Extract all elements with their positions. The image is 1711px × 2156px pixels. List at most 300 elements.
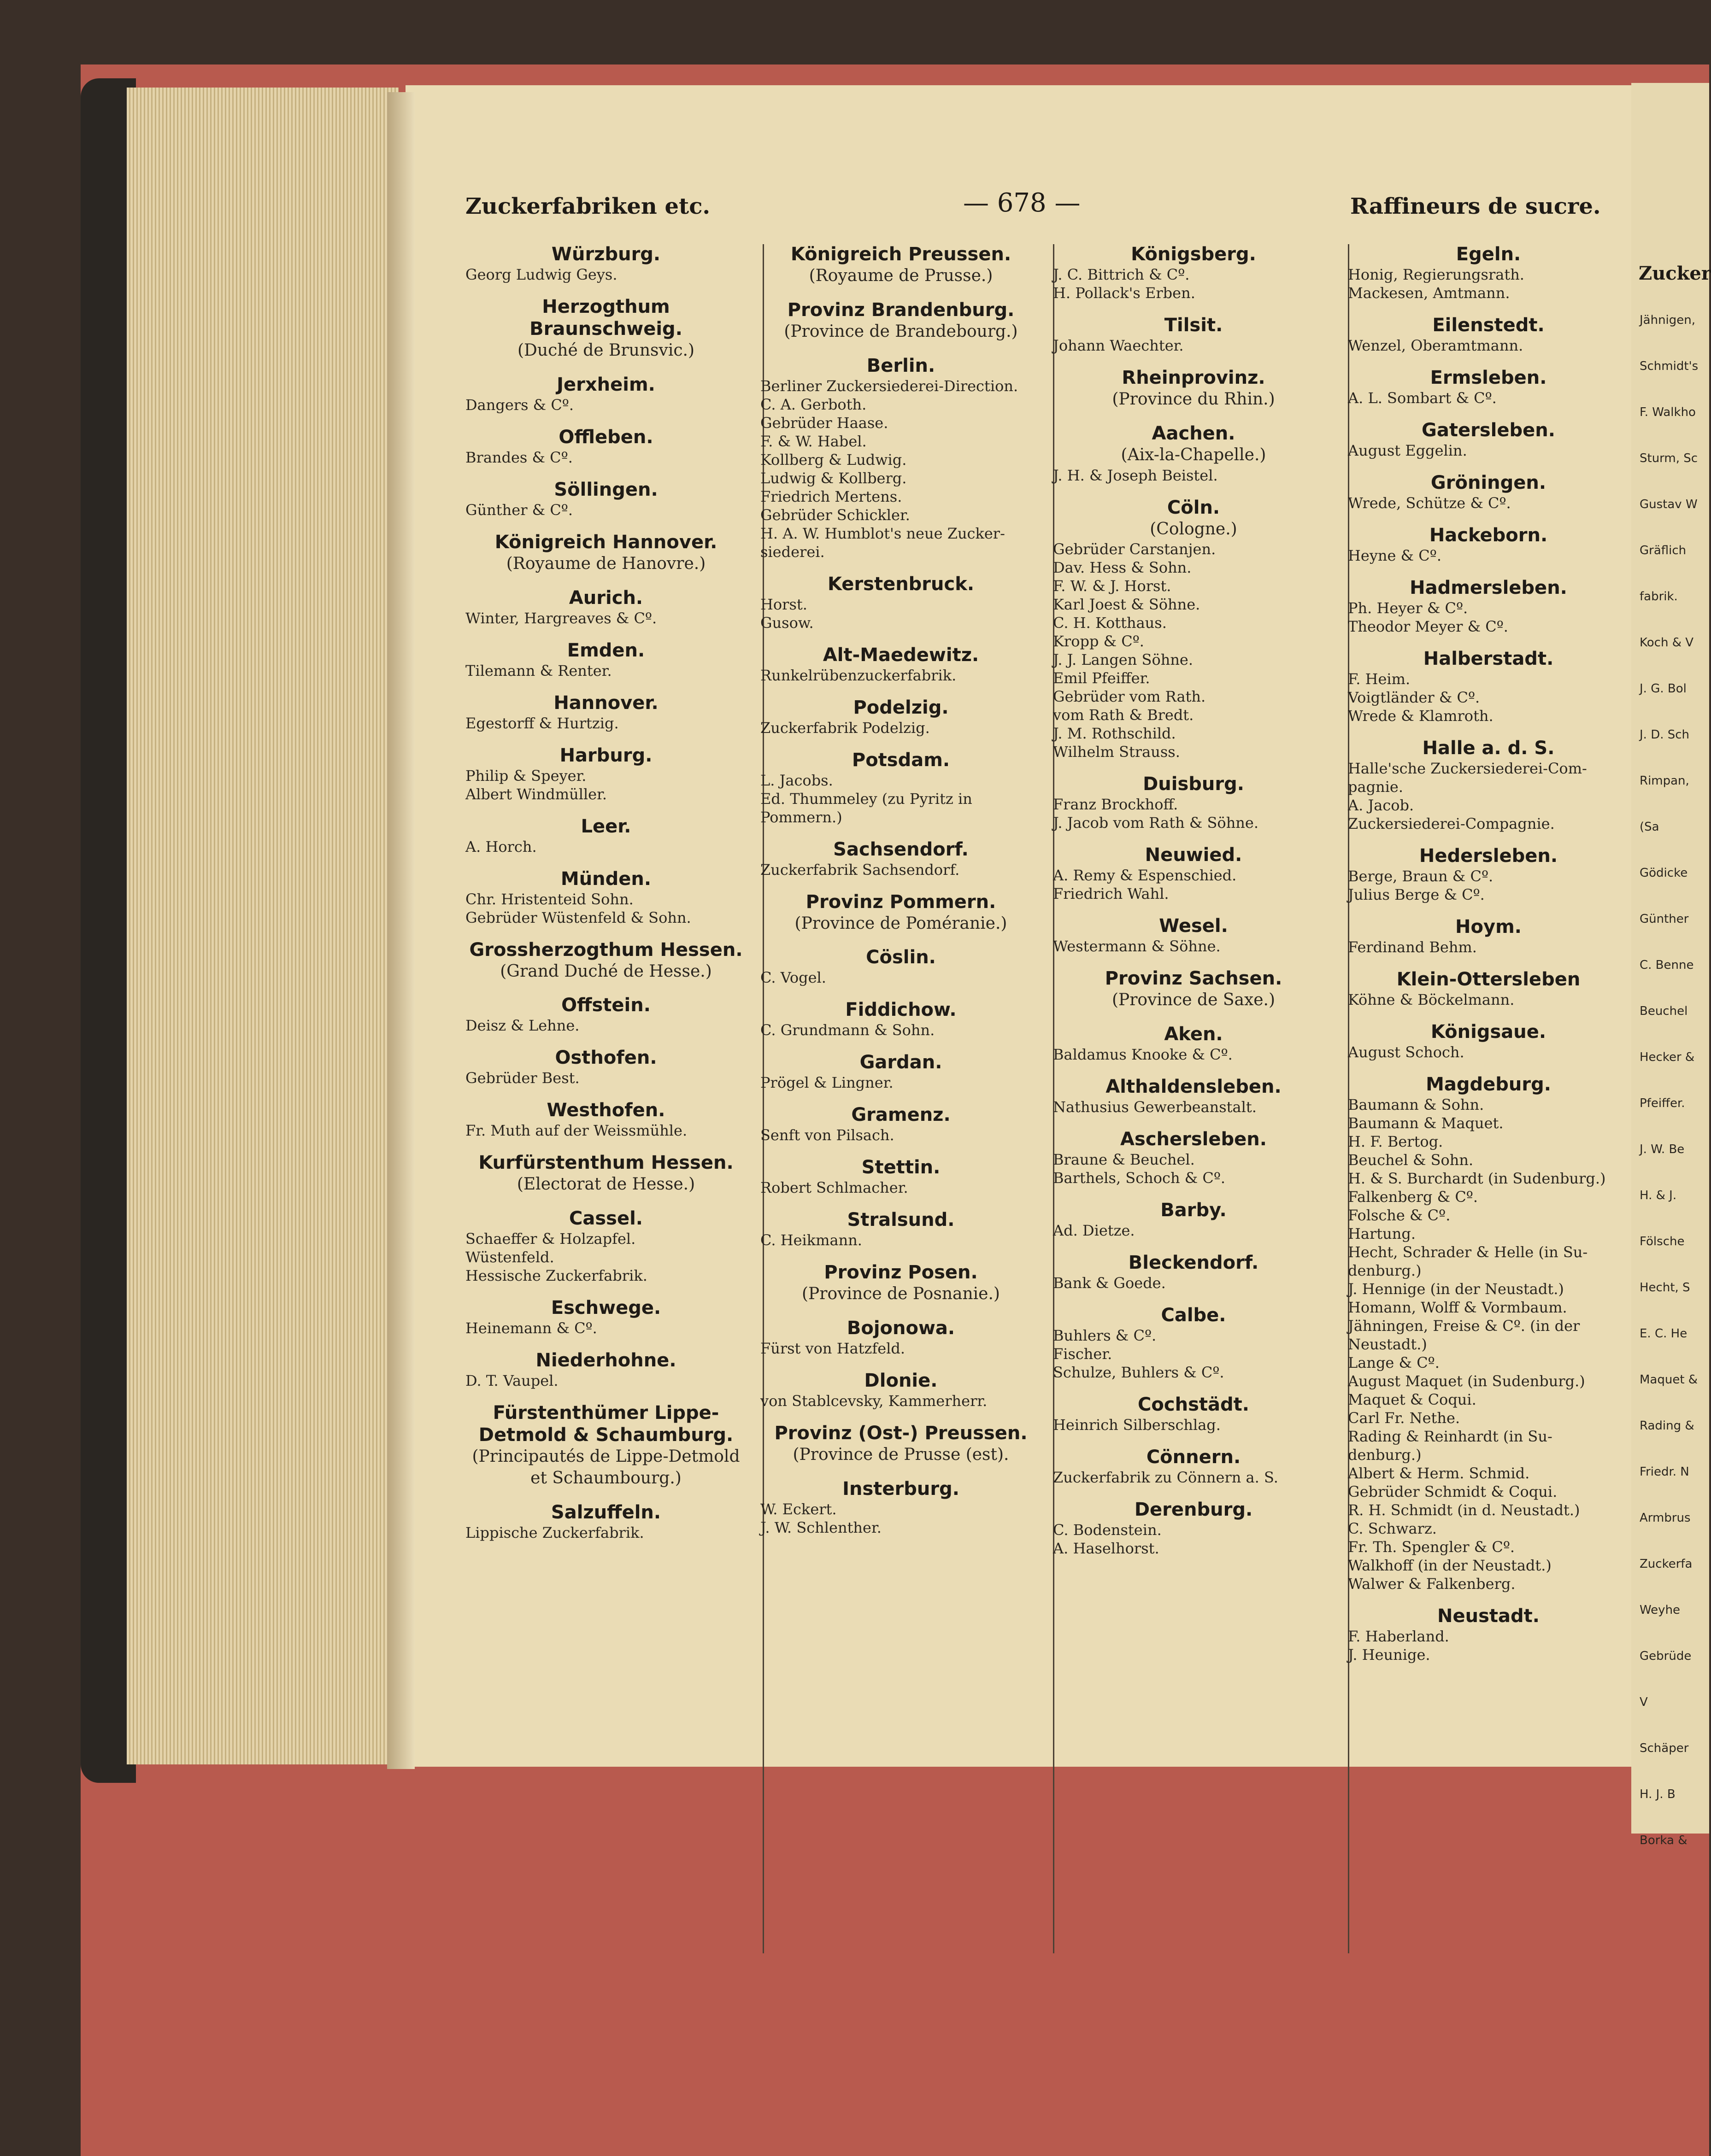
directory-entry-block bbox=[1348, 916, 1629, 956]
company-entry: C. Schwarz. bbox=[1348, 1520, 1437, 1537]
company-entry: Voigtländer & Cº. bbox=[1348, 689, 1480, 706]
right-page-line: J. W. Be bbox=[1640, 1142, 1685, 1156]
company-entry: Gebrüder Carstanjen. bbox=[1053, 540, 1216, 558]
directory-entry-block bbox=[760, 1156, 1041, 1197]
location-heading: Barby. bbox=[1160, 1200, 1227, 1221]
company-entry: Theodor Meyer & Cº. bbox=[1348, 618, 1508, 635]
directory-entry-block bbox=[1348, 1021, 1629, 1061]
location-heading: Stralsund. bbox=[847, 1209, 955, 1231]
location-heading: Offleben. bbox=[559, 426, 653, 448]
location-heading: Bleckendorf. bbox=[1128, 1252, 1259, 1274]
company-entry: August Schoch. bbox=[1348, 1043, 1464, 1061]
right-page-line: Günther bbox=[1640, 912, 1689, 926]
company-entry: Egestorff & Hurtzig. bbox=[465, 714, 619, 732]
company-entry: Horst. bbox=[760, 595, 807, 613]
right-page-header: Zucker bbox=[1639, 263, 1711, 284]
company-entry: Braune & Beuchel. bbox=[1053, 1151, 1195, 1169]
directory-entry-block bbox=[1053, 844, 1334, 903]
company-entry: Fr. Muth auf der Weissmühle. bbox=[465, 1122, 688, 1140]
directory-entry-block bbox=[1348, 1605, 1629, 1664]
company-entry: Heyne & Cº. bbox=[1348, 547, 1441, 564]
location-heading: Osthofen. bbox=[555, 1047, 657, 1069]
company-entry: Carl Fr. Nethe. bbox=[1348, 1409, 1460, 1427]
company-entry: Ad. Dietze. bbox=[1053, 1222, 1135, 1240]
company-entry: Heinrich Silberschlag. bbox=[1053, 1416, 1221, 1434]
right-page-line: Weyhe bbox=[1640, 1603, 1681, 1617]
directory-entry-block bbox=[1053, 1446, 1334, 1487]
location-heading: Herzogthum Braunschweig. bbox=[529, 296, 682, 340]
company-entry: Lippische Zuckerfabrik. bbox=[465, 1523, 644, 1541]
company-entry: Gebrüder Schickler. bbox=[760, 506, 910, 524]
location-subheading: (Province de Poméranie.) bbox=[794, 914, 1007, 933]
location-heading: Gardan. bbox=[859, 1052, 942, 1073]
location-heading: Provinz (Ost-) Preussen. bbox=[774, 1423, 1028, 1444]
directory-entry-block bbox=[1053, 314, 1334, 355]
directory-entry-block bbox=[465, 1207, 747, 1285]
directory-entry-block bbox=[465, 374, 747, 414]
company-entry: Karl Joest & Söhne. bbox=[1053, 596, 1200, 614]
location-heading: Hedersleben. bbox=[1419, 845, 1558, 867]
page-gutter bbox=[387, 92, 415, 1769]
directory-entry-block bbox=[760, 1209, 1041, 1249]
company-entry: Kollberg & Ludwig. bbox=[760, 451, 907, 469]
directory-entry-block bbox=[1053, 1128, 1334, 1187]
right-page-line: Zuckerfa bbox=[1640, 1557, 1693, 1571]
company-entry: Berliner Zuckersiederei-Direction. bbox=[760, 377, 1018, 395]
column-4 bbox=[1348, 243, 1629, 1676]
directory-entry-block bbox=[465, 1402, 747, 1489]
location-heading: Halberstadt. bbox=[1423, 648, 1554, 669]
company-entry: Baldamus Knooke & Cº. bbox=[1053, 1046, 1233, 1064]
company-entry: Beuchel & Sohn. bbox=[1348, 1151, 1474, 1169]
company-entry: A. Remy & Espenschied. bbox=[1053, 867, 1237, 885]
location-heading: Eschwege. bbox=[551, 1297, 661, 1319]
company-entry: Baumann & Sohn. bbox=[1348, 1096, 1484, 1113]
company-entry: Senft von Pilsach. bbox=[760, 1126, 894, 1144]
directory-entry-block bbox=[465, 815, 747, 856]
company-entry: Fr. Th. Spengler & Cº. bbox=[1348, 1538, 1515, 1556]
location-heading: Podelzig. bbox=[853, 697, 949, 718]
location-subheading: (Province de Saxe.) bbox=[1111, 990, 1276, 1010]
directory-entry-block bbox=[465, 1152, 747, 1195]
right-page-line: H. & J. bbox=[1640, 1189, 1677, 1202]
company-entry: Ferdinand Behm. bbox=[1348, 938, 1477, 956]
location-heading: Königsberg. bbox=[1131, 244, 1256, 265]
company-entry: Hecht, Schrader & Helle (in Su- bbox=[1348, 1243, 1588, 1261]
location-heading: Wesel. bbox=[1159, 915, 1228, 937]
company-entry: August Maquet (in Sudenburg.) bbox=[1348, 1372, 1585, 1390]
location-subheading: (Province de Prusse (est). bbox=[793, 1445, 1009, 1465]
company-entry: C. Heikmann. bbox=[760, 1231, 862, 1249]
location-subheading: (Aix-la-Chapelle.) bbox=[1121, 445, 1266, 464]
directory-entry-block bbox=[1053, 422, 1334, 485]
company-entry: Buhlers & Cº. bbox=[1053, 1327, 1157, 1345]
company-entry: H. & S. Burchardt (in Sudenburg.) bbox=[1348, 1170, 1606, 1187]
company-entry: vom Rath & Bredt. bbox=[1053, 706, 1194, 724]
location-heading: Jerxheim. bbox=[557, 374, 655, 395]
directory-entry-block bbox=[1348, 737, 1629, 833]
location-heading: Provinz Sachsen. bbox=[1105, 968, 1282, 990]
location-heading: Eilenstedt. bbox=[1432, 315, 1545, 336]
company-entry: L. Jacobs. bbox=[760, 771, 833, 789]
directory-entry-block bbox=[1053, 773, 1334, 832]
company-entry: Köhne & Böckelmann. bbox=[1348, 991, 1515, 1008]
right-page-line: Jähnigen, bbox=[1640, 313, 1696, 327]
location-heading: Calbe. bbox=[1161, 1305, 1226, 1326]
location-heading: Ermsleben. bbox=[1430, 367, 1547, 388]
location-heading: Bojonowa. bbox=[847, 1318, 955, 1339]
company-entry: F. W. & J. Horst. bbox=[1053, 577, 1171, 595]
company-entry: Schulze, Buhlers & Cº. bbox=[1053, 1364, 1224, 1382]
company-entry: Dav. Hess & Sohn. bbox=[1053, 559, 1192, 577]
company-entry: Kropp & Cº. bbox=[1053, 633, 1144, 650]
right-page-line: Armbrus bbox=[1640, 1511, 1691, 1525]
location-heading: Cochstädt. bbox=[1138, 1394, 1249, 1416]
location-heading: Cöslin. bbox=[866, 947, 936, 968]
company-entry: C. Vogel. bbox=[760, 969, 826, 987]
page-number: — 678 — bbox=[963, 188, 1081, 218]
directory-entry-block bbox=[465, 692, 747, 732]
company-entry: Gebrüder Wüstenfeld & Sohn. bbox=[465, 908, 691, 926]
company-entry: Wilhelm Strauss. bbox=[1053, 743, 1180, 761]
directory-entry-block bbox=[465, 1349, 747, 1390]
company-entry: H. Pollack's Erben. bbox=[1053, 284, 1195, 302]
company-entry: H. A. W. Humblot's neue Zucker- bbox=[760, 524, 1005, 542]
company-entry: Zuckerfabrik zu Cönnern a. S. bbox=[1053, 1469, 1278, 1487]
company-entry: Georg Ludwig Geys. bbox=[465, 266, 617, 283]
company-entry: J. W. Schlenther. bbox=[760, 1518, 882, 1536]
location-subheading: (Duché de Brunsvic.) bbox=[517, 341, 694, 360]
company-entry: J. H. & Joseph Beistel. bbox=[1053, 466, 1218, 484]
right-page-line: Sturm, Sc bbox=[1640, 451, 1698, 465]
location-heading: Cöln. bbox=[1167, 497, 1220, 518]
company-entry: W. Eckert. bbox=[760, 1500, 837, 1518]
location-heading: Aurich. bbox=[569, 587, 643, 609]
right-page-line: Schäper bbox=[1640, 1741, 1689, 1755]
company-entry: Zuckersiederei-Compagnie. bbox=[1348, 815, 1555, 832]
location-heading: Halle a. d. S. bbox=[1422, 738, 1555, 759]
location-subheading: (Province du Rhin.) bbox=[1112, 390, 1275, 409]
directory-entry-block bbox=[760, 999, 1041, 1039]
directory-entry-block bbox=[465, 531, 747, 575]
directory-entry-block bbox=[760, 1370, 1041, 1410]
company-entry: A. Haselhorst. bbox=[1053, 1540, 1159, 1558]
location-heading: Insterburg. bbox=[842, 1478, 959, 1500]
right-page-line: F. Walkho bbox=[1640, 405, 1696, 419]
location-heading: Provinz Posen. bbox=[824, 1262, 978, 1283]
company-entry: Zuckerfabrik Podelzig. bbox=[760, 719, 930, 737]
right-page-line: (Sa bbox=[1640, 820, 1659, 834]
column-2 bbox=[760, 243, 1041, 1549]
company-entry: Walwer & Falkenberg. bbox=[1348, 1575, 1516, 1593]
directory-entry-block bbox=[760, 1317, 1041, 1358]
directory-entry-block bbox=[465, 744, 747, 803]
location-heading: Westhofen. bbox=[547, 1100, 665, 1121]
company-entry: Barthels, Schoch & Cº. bbox=[1053, 1169, 1226, 1187]
directory-entry-block bbox=[465, 939, 747, 983]
location-heading: Duisburg. bbox=[1143, 773, 1244, 795]
company-entry: Wrede & Klamroth. bbox=[1348, 707, 1493, 725]
right-page-line: Friedr. N bbox=[1640, 1465, 1689, 1479]
company-entry: A. Horch. bbox=[465, 838, 537, 855]
company-entry: Friedrich Wahl. bbox=[1053, 885, 1169, 903]
directory-entry-block bbox=[465, 1501, 747, 1542]
company-entry: Prögel & Lingner. bbox=[760, 1074, 894, 1092]
location-heading: Egeln. bbox=[1456, 244, 1521, 265]
location-heading: Leer. bbox=[581, 815, 631, 837]
company-entry: Hartung. bbox=[1348, 1225, 1416, 1242]
location-heading: Hadmersleben. bbox=[1410, 577, 1567, 598]
company-entry: Gebrüder Schmidt & Coqui. bbox=[1348, 1483, 1558, 1500]
right-page-line: Hecker & bbox=[1640, 1050, 1695, 1064]
company-entry: Maquet & Coqui. bbox=[1348, 1391, 1476, 1408]
company-entry: R. H. Schmidt (in d. Neustadt.) bbox=[1348, 1501, 1580, 1519]
directory-entry-block bbox=[1348, 968, 1629, 1009]
right-page-line: Pfeiffer. bbox=[1640, 1096, 1685, 1110]
directory-entry-block bbox=[1348, 243, 1629, 302]
directory-entry-block bbox=[1348, 419, 1629, 460]
location-heading: Fiddichow. bbox=[845, 999, 957, 1021]
company-entry: Albert & Herm. Schmid. bbox=[1348, 1465, 1530, 1482]
directory-entry-block bbox=[465, 426, 747, 467]
directory-entry-block bbox=[465, 243, 747, 284]
company-entry: J. M. Rothschild. bbox=[1053, 725, 1176, 743]
company-entry: J. J. Langen Söhne. bbox=[1053, 651, 1194, 669]
location-heading: Gatersleben. bbox=[1422, 420, 1555, 441]
directory-entry-block bbox=[1348, 472, 1629, 512]
right-page-line: J. D. Sch bbox=[1640, 728, 1690, 742]
header-left: Zuckerfabriken etc. bbox=[465, 193, 711, 219]
company-entry: Bank & Goede. bbox=[1053, 1274, 1166, 1292]
company-entry: Heinemann & Cº. bbox=[465, 1319, 597, 1337]
company-entry: Rading & Reinhardt (in Su- bbox=[1348, 1428, 1552, 1445]
directory-entry-block bbox=[760, 1051, 1041, 1092]
company-entry: Ludwig & Kollberg. bbox=[760, 469, 907, 487]
location-subheading: (Electorat de Hesse.) bbox=[517, 1175, 695, 1194]
location-heading: Aschersleben. bbox=[1120, 1129, 1267, 1150]
company-entry: J. C. Bittrich & Cº. bbox=[1053, 266, 1190, 283]
company-entry: Homann, Wolff & Vormbaum. bbox=[1348, 1299, 1567, 1316]
directory-entry-block bbox=[1348, 1073, 1629, 1593]
right-page-line: Gräflich bbox=[1640, 544, 1687, 557]
company-entry: Gebrüder vom Rath. bbox=[1053, 688, 1206, 706]
company-entry: Dangers & Cº. bbox=[465, 396, 574, 414]
company-entry: denburg.) bbox=[1348, 1446, 1422, 1464]
location-heading: Klein-Ottersleben bbox=[1396, 969, 1581, 990]
company-entry: Baumann & Maquet. bbox=[1348, 1114, 1504, 1132]
right-page-line: Borka & bbox=[1640, 1834, 1687, 1847]
company-entry: J. Heunige. bbox=[1348, 1646, 1430, 1664]
company-entry: J. Hennige (in der Neustadt.) bbox=[1348, 1280, 1564, 1298]
location-subheading: (Principautés de Lippe-Detmold et Schaumbourg.) bbox=[472, 1447, 740, 1488]
location-heading: Magdeburg. bbox=[1426, 1074, 1551, 1095]
location-subheading: (Grand Duché de Hesse.) bbox=[500, 961, 712, 981]
company-entry: Brandes & Cº. bbox=[465, 448, 573, 466]
company-entry: Wüstenfeld. bbox=[465, 1248, 554, 1266]
directory-entry-block bbox=[760, 891, 1041, 935]
directory-entry-block bbox=[1348, 524, 1629, 565]
directory-entry-block bbox=[1053, 1304, 1334, 1382]
company-entry: Tilemann & Renter. bbox=[465, 662, 612, 680]
directory-entry-block bbox=[1053, 1394, 1334, 1434]
directory-entry-block bbox=[1053, 497, 1334, 762]
company-entry: Falkenberg & Cº. bbox=[1348, 1188, 1478, 1206]
directory-entry-block bbox=[760, 299, 1041, 343]
company-entry: C. A. Gerboth. bbox=[760, 395, 867, 413]
right-page-line: Schmidt's bbox=[1640, 359, 1699, 373]
directory-entry-block bbox=[760, 243, 1041, 287]
location-heading: Gramenz. bbox=[851, 1104, 951, 1126]
company-entry: Folsche & Cº. bbox=[1348, 1207, 1451, 1224]
directory-entry-block bbox=[760, 749, 1041, 826]
right-page-line: Gustav W bbox=[1640, 498, 1698, 511]
location-subheading: (Province de Brandebourg.) bbox=[784, 322, 1018, 341]
company-entry: Philip & Speyer. bbox=[465, 767, 587, 785]
company-entry: A. Jacob. bbox=[1348, 797, 1414, 814]
location-heading: Salzuffeln. bbox=[551, 1501, 661, 1523]
location-subheading: (Royaume de Hanovre.) bbox=[506, 554, 706, 573]
right-page-line: Rimpan, bbox=[1640, 774, 1689, 788]
location-heading: Hannover. bbox=[553, 692, 659, 714]
directory-entry-block bbox=[760, 644, 1041, 685]
directory-entry-block bbox=[1053, 915, 1334, 955]
company-entry: Mackesen, Amtmann. bbox=[1348, 284, 1510, 302]
location-heading: Königreich Hannover. bbox=[494, 531, 717, 553]
company-entry: Fischer. bbox=[1053, 1345, 1112, 1363]
directory-entry-block bbox=[465, 1297, 747, 1337]
page-edges bbox=[127, 88, 399, 1764]
location-heading: Dlonie. bbox=[864, 1370, 938, 1392]
directory-entry-block bbox=[465, 1047, 747, 1087]
right-page-line: Rading & bbox=[1640, 1419, 1694, 1433]
directory-entry-block bbox=[1348, 845, 1629, 904]
company-entry: F. & W. Habel. bbox=[760, 432, 867, 450]
company-entry: Ed. Thummeley (zu Pyritz in bbox=[760, 790, 972, 808]
company-entry: J. Jacob vom Rath & Söhne. bbox=[1053, 814, 1259, 832]
directory-entry-block bbox=[1348, 648, 1629, 725]
company-entry: Gusow. bbox=[760, 614, 814, 632]
location-heading: Alt-Maedewitz. bbox=[823, 644, 979, 666]
location-heading: Aachen. bbox=[1152, 422, 1235, 444]
company-entry: August Eggelin. bbox=[1348, 442, 1467, 459]
company-entry: Julius Berge & Cº. bbox=[1348, 886, 1485, 903]
right-page-line: Fölsche bbox=[1640, 1235, 1685, 1248]
directory-entry-block bbox=[1053, 967, 1334, 1011]
company-entry: Robert Schlmacher. bbox=[760, 1179, 908, 1197]
location-heading: Berlin. bbox=[866, 355, 935, 376]
right-page-line: E. C. He bbox=[1640, 1327, 1687, 1341]
directory-entry-block bbox=[465, 868, 747, 927]
company-entry: Albert Windmüller. bbox=[465, 785, 607, 803]
company-entry: Berge, Braun & Cº. bbox=[1348, 867, 1493, 885]
company-entry: Friedrich Mertens. bbox=[760, 487, 902, 505]
company-entry: D. T. Vaupel. bbox=[465, 1372, 559, 1390]
location-heading: Althaldensleben. bbox=[1105, 1076, 1282, 1098]
right-page-line: Koch & V bbox=[1640, 636, 1694, 650]
company-entry: Emil Pfeiffer. bbox=[1053, 669, 1150, 687]
directory-entry-block bbox=[465, 994, 747, 1035]
right-page-line: Beuchel bbox=[1640, 1004, 1688, 1018]
company-entry: siederei. bbox=[760, 543, 825, 561]
location-heading: Sachsendorf. bbox=[833, 838, 969, 860]
location-heading: Hoym. bbox=[1455, 916, 1522, 937]
location-heading: Aken. bbox=[1164, 1024, 1223, 1045]
location-subheading: (Royaume de Prusse.) bbox=[809, 266, 993, 285]
company-entry: C. H. Kotthaus. bbox=[1053, 614, 1167, 632]
company-entry: Deisz & Lehne. bbox=[465, 1017, 580, 1035]
directory-entry-block bbox=[1053, 1499, 1334, 1558]
directory-entry-block bbox=[760, 1478, 1041, 1537]
location-heading: Niederhohne. bbox=[535, 1350, 676, 1371]
location-heading: Kurfürstenthum Hessen. bbox=[478, 1152, 734, 1174]
location-subheading: (Cologne.) bbox=[1150, 519, 1237, 539]
right-page-edge bbox=[1631, 83, 1711, 1847]
company-entry: Franz Brockhoff. bbox=[1053, 796, 1178, 814]
company-entry: pagnie. bbox=[1348, 778, 1403, 796]
right-page-line: C. Benne bbox=[1640, 958, 1694, 972]
directory-entry-block bbox=[1053, 367, 1334, 410]
header-right: Raffineurs de sucre. bbox=[1350, 193, 1601, 219]
directory-entry-block bbox=[1348, 314, 1629, 355]
right-page-line: Maquet & bbox=[1640, 1373, 1698, 1387]
location-heading: Fürstenthümer Lippe-Detmold & Schaumburg. bbox=[478, 1402, 734, 1446]
directory-entry-block bbox=[1053, 1252, 1334, 1292]
location-heading: Harburg. bbox=[559, 744, 653, 766]
company-entry: Winter, Hargreaves & Cº. bbox=[465, 609, 657, 627]
directory-entry-block bbox=[1348, 367, 1629, 407]
company-entry: Wrede, Schütze & Cº. bbox=[1348, 494, 1511, 512]
company-entry: Halle'sche Zuckersiederei-Com- bbox=[1348, 760, 1587, 777]
company-entry: Hessische Zuckerfabrik. bbox=[465, 1267, 647, 1285]
company-entry: Günther & Cº. bbox=[465, 501, 573, 519]
directory-entry-block bbox=[465, 1099, 747, 1140]
company-entry: denburg.) bbox=[1348, 1262, 1422, 1279]
company-entry: C. Bodenstein. bbox=[1053, 1521, 1162, 1539]
directory-entry-block bbox=[1053, 243, 1334, 302]
right-page-line: Gödicke bbox=[1640, 866, 1688, 880]
directory-entry-block bbox=[760, 1104, 1041, 1144]
company-entry: Gebrüder Haase. bbox=[760, 414, 888, 432]
location-subheading: (Province de Posnanie.) bbox=[802, 1284, 1000, 1304]
company-entry: Schaeffer & Holzapfel. bbox=[465, 1230, 636, 1248]
location-heading: Cassel. bbox=[569, 1208, 643, 1230]
location-heading: Würzburg. bbox=[551, 244, 661, 265]
company-entry: Gebrüder Best. bbox=[465, 1069, 580, 1087]
company-entry: Nathusius Gewerbeanstalt. bbox=[1053, 1098, 1257, 1116]
location-heading: Stettin. bbox=[861, 1157, 941, 1178]
company-entry: F. Haberland. bbox=[1348, 1628, 1449, 1645]
company-entry: Wenzel, Oberamtmann. bbox=[1348, 337, 1523, 354]
directory-entry-block bbox=[1348, 577, 1629, 636]
column-3 bbox=[1053, 243, 1334, 1570]
company-entry: Johann Waechter. bbox=[1053, 337, 1184, 354]
right-page-line: fabrik. bbox=[1640, 590, 1678, 603]
directory-entry-block bbox=[1053, 1199, 1334, 1240]
right-page-line: J. G. Bol bbox=[1640, 682, 1687, 696]
location-heading: Königsaue. bbox=[1430, 1021, 1546, 1043]
location-heading: Hackeborn. bbox=[1429, 525, 1548, 546]
company-entry: Chr. Hristenteid Sohn. bbox=[465, 890, 634, 908]
directory-entry-block bbox=[465, 479, 747, 519]
column-1 bbox=[465, 243, 747, 1554]
company-entry: Lange & Cº. bbox=[1348, 1354, 1440, 1371]
directory-entry-block bbox=[465, 296, 747, 362]
company-entry: Fürst von Hatzfeld. bbox=[760, 1340, 905, 1358]
company-entry: A. L. Sombart & Cº. bbox=[1348, 389, 1497, 407]
directory-entry-block bbox=[1053, 1023, 1334, 1064]
company-entry: von Stablcevsky, Kammerherr. bbox=[760, 1392, 988, 1410]
directory-entry-block bbox=[760, 1422, 1041, 1466]
